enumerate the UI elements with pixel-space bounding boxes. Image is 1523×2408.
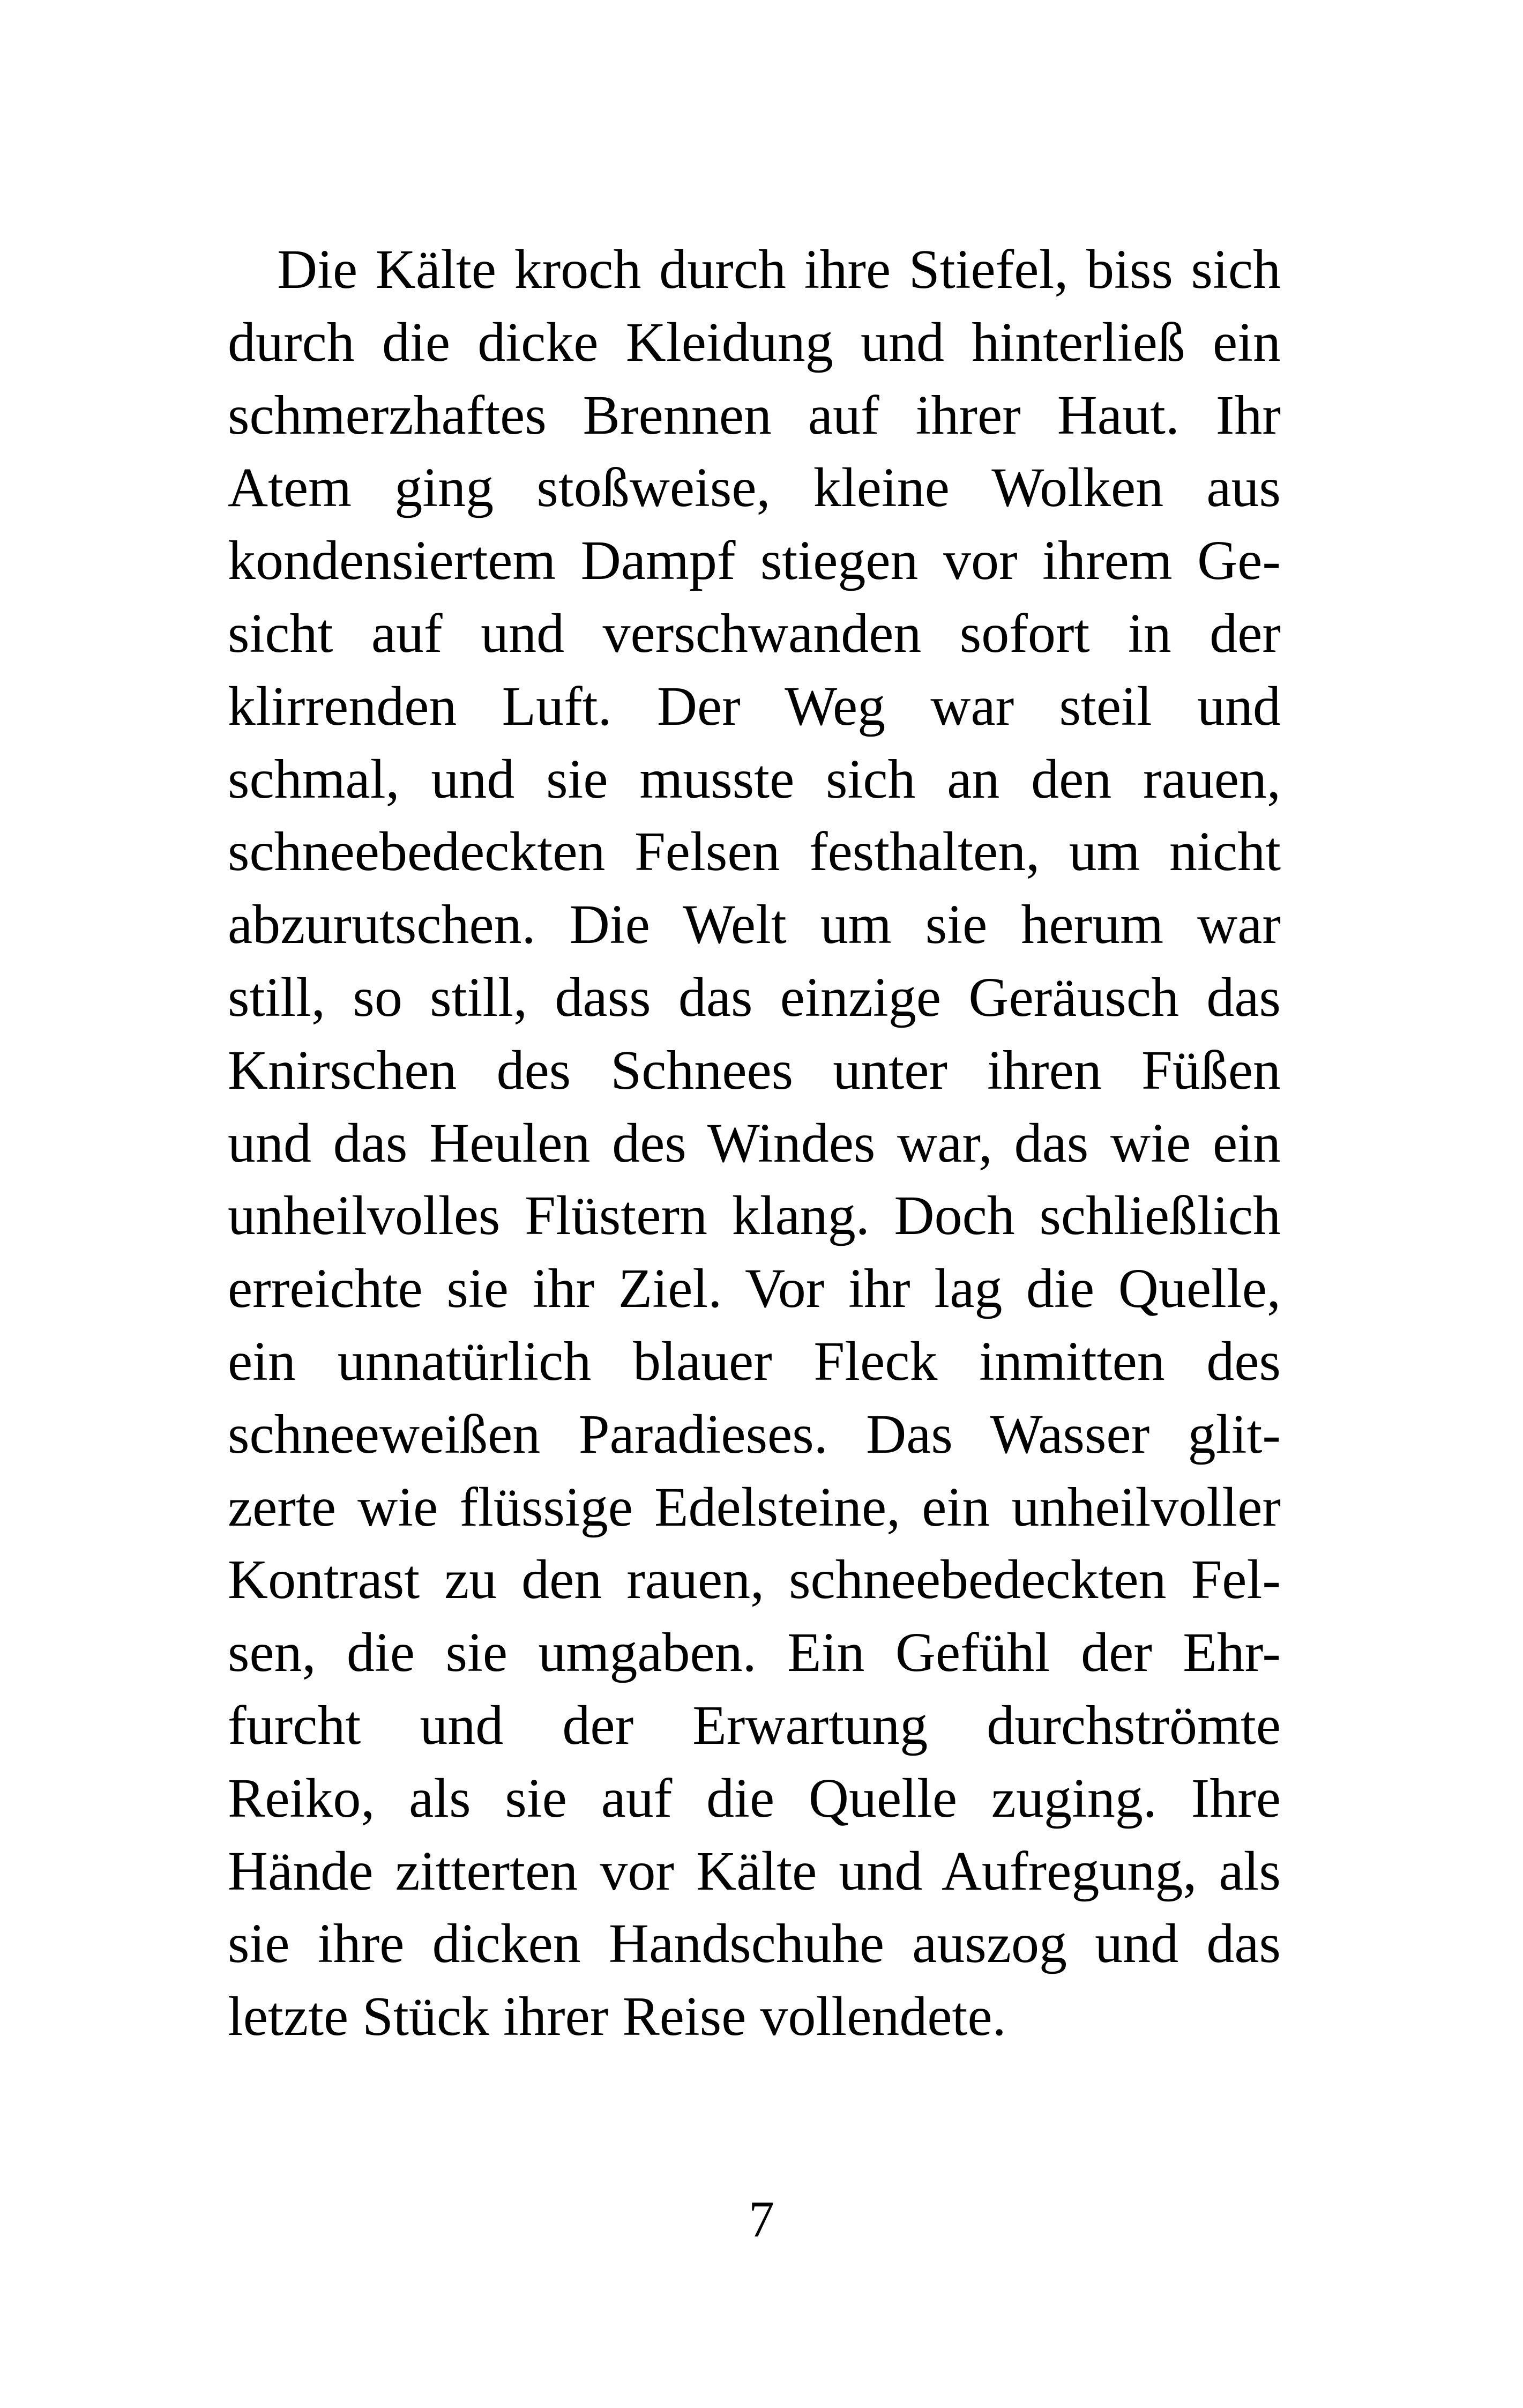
text-line: letzte Stück ihrer Reise vollendete.	[228, 1986, 1006, 2048]
text-line: abzurutschen. Die Welt um sie herum war	[228, 894, 1281, 956]
text-line: schmerzhaftes Brennen auf ihrer Haut. Ihr	[228, 384, 1281, 446]
text-line: sicht auf und verschwanden sofort in der	[228, 602, 1281, 664]
text-line: Atem ging stoßweise, kleine Wolken aus	[228, 457, 1281, 519]
text-line: sie ihre dicken Handschuhe auszog und das	[228, 1913, 1281, 1975]
text-line: und das Heulen des Windes war, das wie ein	[228, 1112, 1281, 1174]
text-line: schneebedeckten Felsen festhalten, um nicht	[228, 821, 1281, 883]
body-paragraph	[228, 233, 1281, 2053]
text-line: schneeweißen Paradieses. Das Wasser glit-	[228, 1403, 1281, 1465]
text-line: erreichte sie ihr Ziel. Vor ihr lag die Quelle,	[228, 1258, 1281, 1320]
text-line: Die Kälte kroch durch ihre Stiefel, biss sich	[277, 239, 1281, 300]
text-line: ein unnatürlich blauer Fleck inmitten des	[228, 1330, 1281, 1392]
text-line: Reiko, als sie auf die Quelle zuging. Ihre	[228, 1767, 1281, 1829]
text-line: still, so still, dass das einzige Geräusch das	[228, 966, 1281, 1028]
text-line: Knirschen des Schnees unter ihren Füßen	[228, 1039, 1281, 1101]
text-line: sen, die sie umgaben. Ein Gefühl der Ehr-	[228, 1622, 1281, 1684]
text-line: klirrenden Luft. Der Weg war steil und	[228, 675, 1281, 737]
text-line: unheilvolles Flüstern klang. Doch schließlich	[228, 1185, 1281, 1247]
text-line: zerte wie flüssige Edelsteine, ein unheilvoller	[228, 1476, 1281, 1538]
text-line: furcht und der Erwartung durchströmte	[228, 1694, 1281, 1756]
text-line: Kontrast zu den rauen, schneebedeckten Fel-	[228, 1549, 1281, 1611]
text-line: schmal, und sie musste sich an den rauen,	[228, 748, 1281, 810]
page-number: 7	[749, 2190, 774, 2248]
text-line: kondensiertem Dampf stiegen vor ihrem Ge-	[228, 530, 1281, 592]
text-line: Hände zitterten vor Kälte und Aufregung, als	[228, 1840, 1281, 1902]
text-line: durch die dicke Kleidung und hinterließ ein	[228, 311, 1281, 373]
